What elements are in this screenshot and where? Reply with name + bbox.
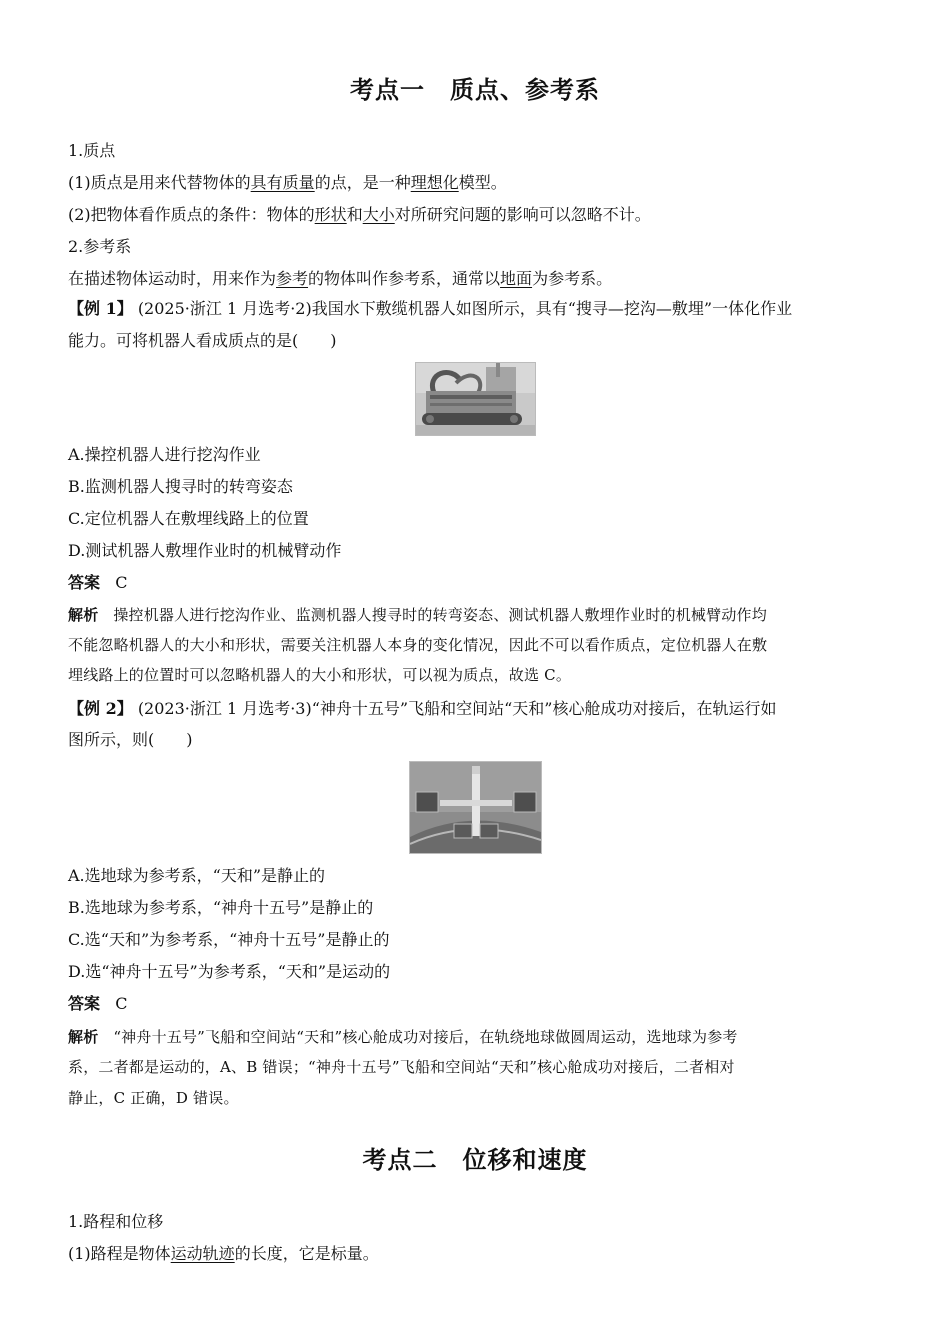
- underwater-robot-figure: [415, 362, 536, 436]
- text: 模型。: [458, 173, 507, 192]
- example1-stem-line2: 能力。可将机器人看成质点的是( ): [68, 331, 337, 350]
- example2-option-c: C.选“天和”为参考系，“神舟十五号”是静止的: [68, 930, 390, 949]
- analysis-label: 解析: [68, 1028, 99, 1046]
- example2-analysis-line3: 静止，C 正确，D 错误。: [68, 1089, 239, 1107]
- underlined-term: 运动轨迹: [170, 1244, 235, 1263]
- example1-option-d: D.测试机器人敷埋作业时的机械臂动作: [68, 541, 342, 560]
- example2-option-d: D.选“神舟十五号”为参考系，“天和”是运动的: [68, 962, 391, 981]
- example1-option-b: B.监测机器人搜寻时的转弯姿态: [68, 477, 293, 496]
- underlined-term: 理想化: [410, 173, 459, 192]
- answer-label: 答案: [68, 994, 101, 1013]
- text: (1)质点是用来代替物体的: [68, 173, 251, 192]
- example1-option-c: C.定位机器人在敷埋线路上的位置: [68, 509, 309, 528]
- heading-mass-point: 1.质点: [68, 141, 116, 160]
- paragraph-path-definition: [68, 1244, 888, 1264]
- example1-analysis-line2: 不能忽略机器人的大小和形状，需要关注机器人本身的变化情况，因此不可以看作质点，定位机器人在敷: [68, 636, 768, 654]
- heading-path-displacement: 1.路程和位移: [68, 1212, 164, 1231]
- analysis-label: 解析: [68, 606, 99, 624]
- text: 的长度，它是标量。: [234, 1244, 379, 1263]
- example2-stem: [68, 699, 888, 719]
- space-station-figure: [409, 761, 542, 854]
- section-title-1: 考点一 质点、参考系: [350, 75, 600, 104]
- text: 和: [346, 205, 363, 224]
- text: 的点，是一种: [314, 173, 411, 192]
- text: (2023·浙江 1 月选考·3)“神舟十五号”飞船和空间站“天和”核心舱成功对接后，在轨运行如: [137, 699, 777, 718]
- example1-stem: [68, 299, 888, 319]
- example1-analysis-line3: 埋线路上的位置时可以忽略机器人的大小和形状，可以视为质点，故选 C。: [68, 666, 572, 684]
- paragraph-mass-point-condition: [68, 205, 888, 225]
- text: (2025·浙江 1 月选考·2)我国水下敷缆机器人如图所示，具有“搜寻—挖沟—敷埋”一体化作业: [137, 299, 793, 318]
- example2-stem-line2: 图所示，则( ): [68, 730, 193, 749]
- paragraph-mass-point-definition: [68, 173, 888, 193]
- example2-analysis-line2: 系，二者都是运动的，A、B 错误；“神舟十五号”飞船和空间站“天和”核心舱成功对接后，二者相对: [68, 1058, 735, 1076]
- text: 为参考系。: [532, 269, 613, 288]
- section-title-2: 考点二 位移和速度: [362, 1145, 588, 1174]
- text: 的物体叫作参考系，通常以: [308, 269, 501, 288]
- example1-tag: 【例 1】: [68, 299, 133, 318]
- text: 操控机器人进行挖沟作业、监测机器人搜寻时的转弯姿态、测试机器人敷埋作业时的机械臂动作均: [113, 606, 767, 624]
- underlined-term: 参考: [276, 269, 309, 288]
- paragraph-reference-frame: [68, 269, 888, 289]
- heading-reference-frame: 2.参考系: [68, 237, 132, 256]
- answer-value: C: [115, 994, 128, 1013]
- example2-tag: 【例 2】: [68, 699, 133, 718]
- text: “神舟十五号”飞船和空间站“天和”核心舱成功对接后，在轨绕地球做圆周运动，选地球为参考: [113, 1028, 738, 1046]
- example1-option-a: A.操控机器人进行挖沟作业: [68, 445, 261, 464]
- example2-answer: [68, 994, 888, 1014]
- example2-option-a: A.选地球为参考系，“天和”是静止的: [68, 866, 326, 885]
- underlined-term: 具有质量: [250, 173, 315, 192]
- example1-answer: [68, 573, 888, 593]
- answer-value: C: [115, 573, 128, 592]
- text: 对所研究问题的影响可以忽略不计。: [394, 205, 651, 224]
- underlined-term: 形状: [314, 205, 347, 224]
- answer-label: 答案: [68, 573, 101, 592]
- example2-option-b: B.选地球为参考系，“神舟十五号”是静止的: [68, 898, 374, 917]
- underlined-term: 大小: [362, 205, 395, 224]
- text: (1)路程是物体: [68, 1244, 171, 1263]
- text: (2)把物体看作质点的条件：物体的: [68, 205, 315, 224]
- example2-analysis: [68, 1027, 888, 1047]
- example1-analysis: [68, 605, 888, 625]
- text: 在描述物体运动时，用来作为: [68, 269, 277, 288]
- underlined-term: 地面: [500, 269, 533, 288]
